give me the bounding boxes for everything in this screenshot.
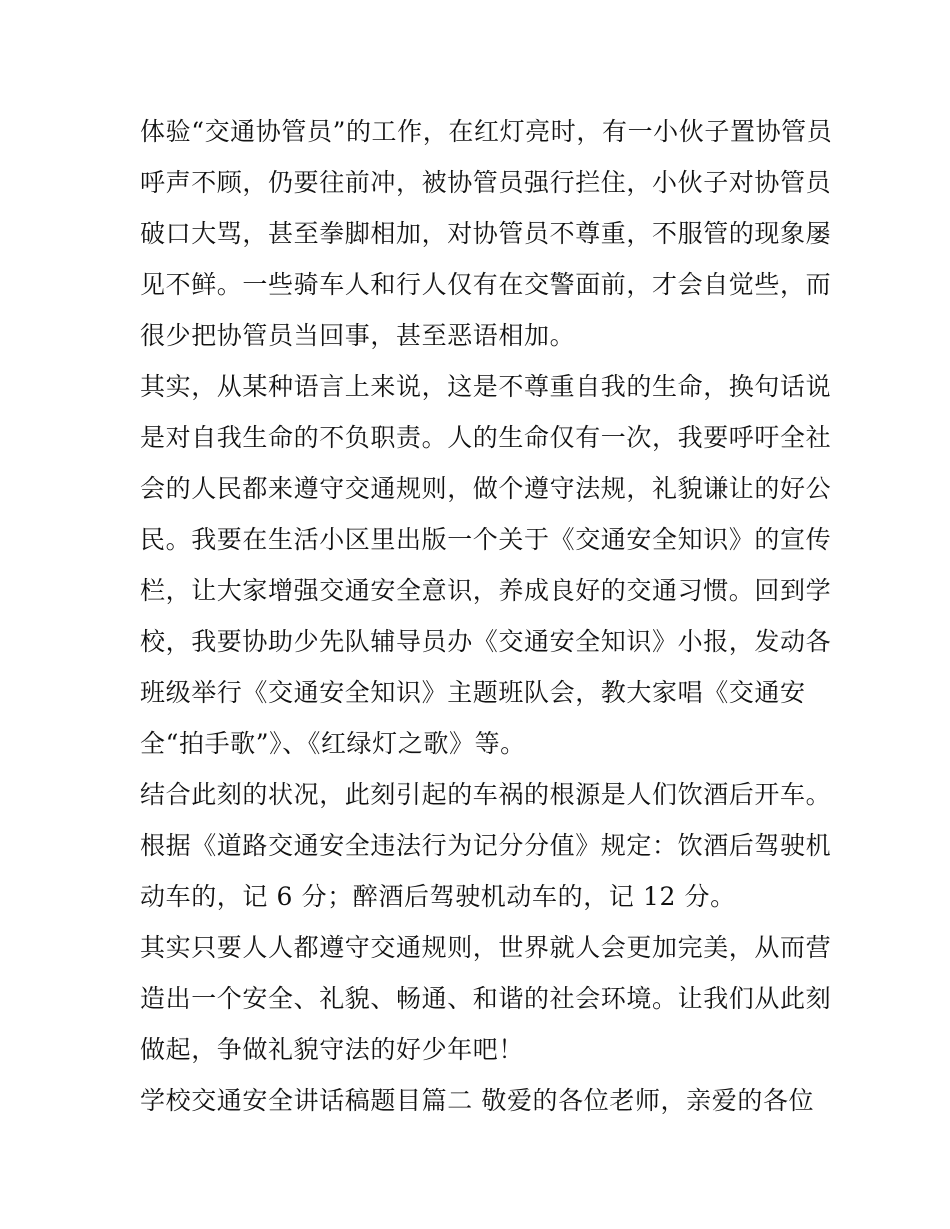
text-line: 班级举行《交通安全知识》主题班队会，教大家唱《交通安 [140, 678, 806, 707]
text-line: 动车的，记 6 分；醉酒后驾驶机动车的，记 12 分。 [140, 882, 736, 911]
text-line: 根据《道路交通安全违法行为记分分值》规定：饮酒后驾驶机 [140, 831, 832, 860]
text-line: 民。我要在生活小区里出版一个关于《交通安全知识》的宣传 [140, 525, 832, 554]
text-line: 结合此刻的状况，此刻引起的车祸的根源是人们饮酒后开车。 [140, 780, 832, 809]
text-line: 很少把协管员当回事，甚至恶语相加。 [140, 321, 576, 350]
text-line: 校，我要协助少先队辅导员办《交通安全知识》小报，发动各 [140, 627, 832, 656]
text-line: 做起，争做礼貌守法的好少年吧！ [140, 1035, 525, 1064]
text-line: 呼声不顾，仍要往前冲，被协管员强行拦住，小伙子对协管员 [140, 168, 832, 197]
text-line: 会的人民都来遵守交通规则，做个遵守法规，礼貌谦让的好公 [140, 474, 832, 503]
text-line: 体验“交通协管员”的工作，在红灯亮时，有一小伙子置协管员 [140, 117, 833, 146]
text-line: 学校交通安全讲话稿题目篇二 敬爱的各位老师，亲爱的各位 [140, 1086, 815, 1115]
text-line: 造出一个安全、礼貌、畅通、和谐的社会环境。让我们从此刻 [140, 984, 832, 1013]
document-body [140, 106, 833, 1126]
text-line: 全“拍手歌”》、《红绿灯之歌》等。 [140, 729, 526, 758]
text-line: 其实只要人人都遵守交通规则，世界就人会更加完美，从而营 [140, 933, 832, 962]
text-line: 其实，从某种语言上来说，这是不尊重自我的生命，换句话说 [140, 372, 832, 401]
text-line: 栏，让大家增强交通安全意识，养成良好的交通习惯。回到学 [140, 576, 832, 605]
text-line: 是对自我生命的不负职责。人的生命仅有一次，我要呼吁全社 [140, 423, 832, 452]
text-line: 见不鲜。一些骑车人和行人仅有在交警面前，才会自觉些，而 [140, 270, 832, 299]
text-line: 破口大骂，甚至拳脚相加，对协管员不尊重，不服管的现象屡 [140, 219, 832, 248]
